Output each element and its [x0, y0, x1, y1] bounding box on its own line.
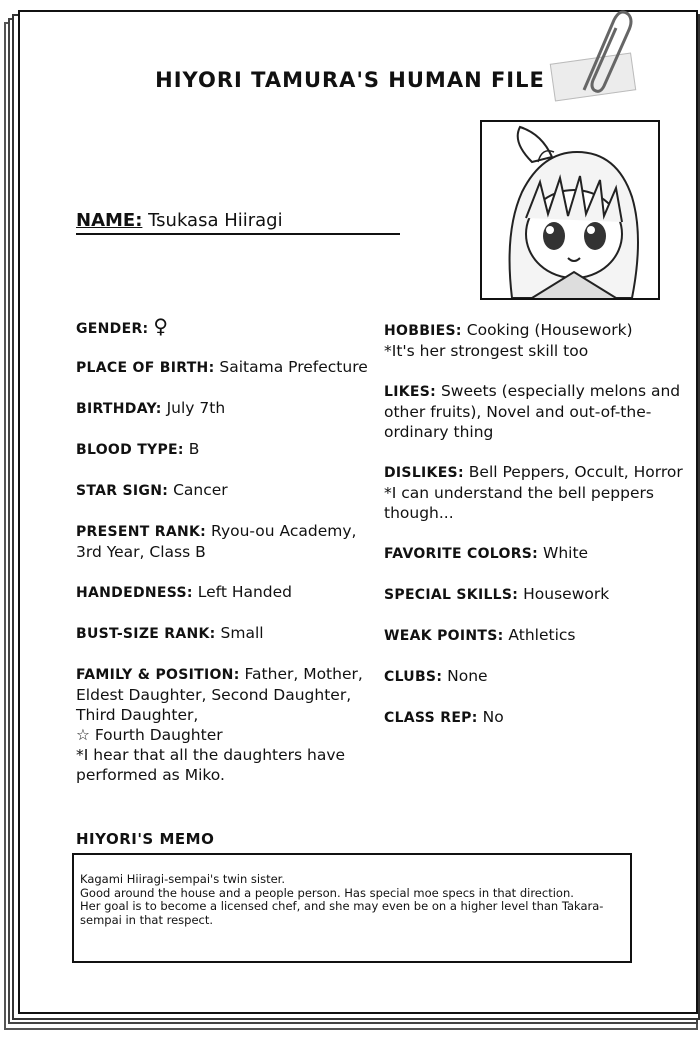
- family-position-extra: ☆ Fourth Daughter: [76, 726, 223, 744]
- field-place-of-birth: [76, 357, 376, 378]
- hobbies-value: Cooking (Housework): [466, 321, 633, 339]
- likes-value: Sweets (especially melons and other fruits), Novel and out-of-the-ordinary thing: [384, 382, 681, 441]
- field-bust-size-rank: [76, 623, 376, 644]
- clubs-label: CLUBS:: [384, 669, 443, 685]
- field-birthday: [76, 398, 376, 419]
- weak-points-label: WEAK POINTS:: [384, 628, 504, 644]
- name-label: NAME:: [76, 210, 143, 231]
- star-sign-value: Cancer: [173, 481, 228, 499]
- dislikes-label: DISLIKES:: [384, 465, 464, 481]
- handedness-value: Left Handed: [197, 583, 293, 601]
- field-special-skills: [384, 584, 694, 605]
- place-of-birth-value: Saitama Prefecture: [219, 358, 368, 376]
- dislikes-note: *I can understand the bell peppers though...: [384, 484, 654, 522]
- field-hobbies: [384, 320, 694, 361]
- field-gender: [76, 316, 376, 339]
- hobbies-label: HOBBIES:: [384, 323, 462, 339]
- field-class-rep: [384, 707, 694, 728]
- bust-size-rank-label: BUST-SIZE RANK:: [76, 626, 216, 642]
- memo-line-1: Kagami Hiiragi-sempai's twin sister.: [80, 872, 286, 886]
- field-favorite-colors: [384, 543, 694, 564]
- field-present-rank: [76, 521, 376, 562]
- memo-box: [72, 853, 632, 963]
- blood-type-value: B: [188, 440, 200, 458]
- field-likes: [384, 381, 694, 442]
- present-rank-label: PRESENT RANK:: [76, 524, 207, 540]
- birthday-label: BIRTHDAY:: [76, 401, 162, 417]
- favorite-colors-label: FAVORITE COLORS:: [384, 546, 539, 562]
- field-handedness: [76, 582, 376, 603]
- blood-type-label: BLOOD TYPE:: [76, 442, 184, 458]
- birthday-value: July 7th: [166, 399, 226, 417]
- page-title: HIYORI TAMURA'S HUMAN FILE: [155, 68, 545, 92]
- gender-value: ♀: [153, 314, 169, 338]
- family-position-note: *I hear that all the daughters have performed as Miko.: [76, 746, 346, 784]
- name-row: [76, 210, 400, 235]
- memo-line-3: Her goal is to become a licensed chef, and she may even be on a higher level than Takara-sempai in that respect.: [80, 899, 604, 927]
- hobbies-note: *It's her strongest skill too: [384, 342, 589, 360]
- left-column: [76, 316, 376, 785]
- likes-label: LIKES:: [384, 384, 437, 400]
- family-position-value: Father, Mother, Eldest Daughter, Second Daughter, Third Daughter,: [76, 665, 363, 724]
- special-skills-value: Housework: [523, 585, 610, 603]
- class-rep-label: CLASS REP:: [384, 710, 478, 726]
- weak-points-value: Athletics: [508, 626, 576, 644]
- field-weak-points: [384, 625, 694, 646]
- field-clubs: [384, 666, 694, 687]
- clubs-value: None: [447, 667, 488, 685]
- family-position-label: FAMILY & POSITION:: [76, 667, 240, 683]
- memo-title: HIYORI'S MEMO: [76, 830, 215, 848]
- field-blood-type: [76, 439, 376, 460]
- favorite-colors-value: White: [543, 544, 589, 562]
- character-portrait-icon: [482, 122, 658, 298]
- bust-size-rank-value: Small: [220, 624, 264, 642]
- right-column: [384, 320, 694, 728]
- special-skills-label: SPECIAL SKILLS:: [384, 587, 519, 603]
- star-sign-label: STAR SIGN:: [76, 483, 169, 499]
- field-dislikes: [384, 462, 694, 523]
- name-value: Tsukasa Hiiragi: [148, 210, 283, 231]
- field-family-position: [76, 664, 376, 785]
- field-star-sign: [76, 480, 376, 501]
- place-of-birth-label: PLACE OF BIRTH:: [76, 360, 215, 376]
- class-rep-value: No: [482, 708, 504, 726]
- memo-line-2: Good around the house and a people person. Has special moe specs in that direction.: [80, 885, 574, 900]
- handedness-label: HANDEDNESS:: [76, 585, 193, 601]
- gender-label: GENDER:: [76, 321, 149, 337]
- present-rank-value: Ryou-ou Academy, 3rd Year, Class B: [76, 522, 357, 561]
- character-portrait: [480, 120, 660, 300]
- dislikes-value: Bell Peppers, Occult, Horror: [468, 463, 683, 481]
